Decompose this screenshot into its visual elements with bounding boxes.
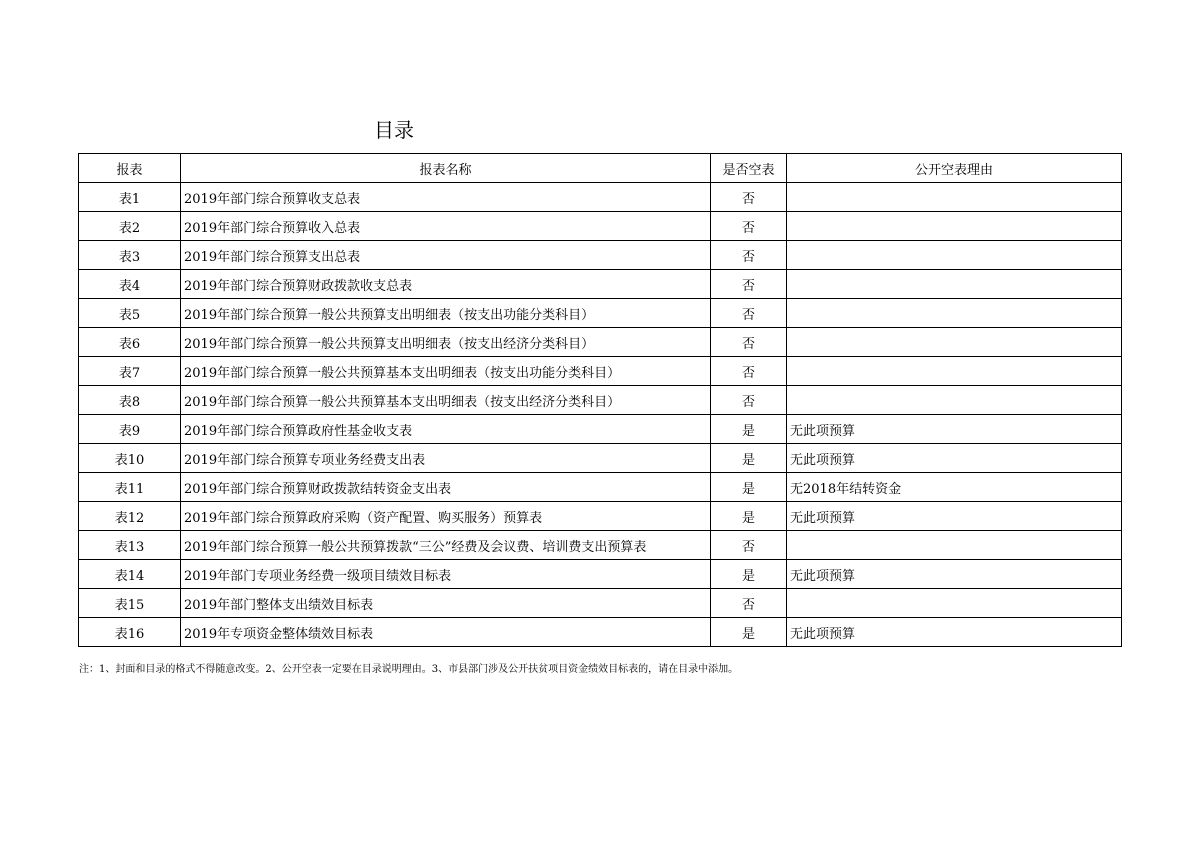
cell-empty-reason: 无此项预算 — [787, 560, 1122, 589]
cell-report-name: 2019年部门综合预算一般公共预算支出明细表（按支出经济分类科目） — [181, 328, 711, 357]
catalog-table — [78, 153, 1122, 647]
cell-is-empty: 是 — [711, 444, 787, 473]
cell-report-name: 2019年部门综合预算政府性基金收支表 — [181, 415, 711, 444]
cell-empty-reason — [787, 241, 1122, 270]
cell-report-no: 表13 — [79, 531, 181, 560]
table-row — [79, 531, 1122, 560]
table-row — [79, 299, 1122, 328]
cell-report-name: 2019年部门专项业务经费一级项目绩效目标表 — [181, 560, 711, 589]
cell-empty-reason — [787, 386, 1122, 415]
cell-report-no: 表16 — [79, 618, 181, 647]
cell-is-empty: 是 — [711, 502, 787, 531]
cell-report-no: 表11 — [79, 473, 181, 502]
cell-report-no: 表12 — [79, 502, 181, 531]
cell-report-no: 表1 — [79, 183, 181, 212]
cell-report-name: 2019年部门综合预算支出总表 — [181, 241, 711, 270]
cell-report-no: 表14 — [79, 560, 181, 589]
cell-report-name: 2019年部门综合预算一般公共预算基本支出明细表（按支出经济分类科目） — [181, 386, 711, 415]
table-row — [79, 589, 1122, 618]
cell-report-no: 表9 — [79, 415, 181, 444]
cell-empty-reason — [787, 328, 1122, 357]
cell-is-empty: 否 — [711, 241, 787, 270]
table-row — [79, 502, 1122, 531]
cell-report-no: 表8 — [79, 386, 181, 415]
cell-is-empty: 否 — [711, 386, 787, 415]
cell-is-empty: 否 — [711, 328, 787, 357]
cell-empty-reason — [787, 212, 1122, 241]
cell-is-empty: 否 — [711, 589, 787, 618]
table-row — [79, 473, 1122, 502]
cell-report-name: 2019年部门综合预算收支总表 — [181, 183, 711, 212]
header-empty-reason: 公开空表理由 — [787, 154, 1122, 183]
cell-report-name: 2019年专项资金整体绩效目标表 — [181, 618, 711, 647]
table-row — [79, 415, 1122, 444]
table-row — [79, 183, 1122, 212]
header-is-empty: 是否空表 — [711, 154, 787, 183]
table-row — [79, 328, 1122, 357]
table-row — [79, 357, 1122, 386]
cell-is-empty: 是 — [711, 473, 787, 502]
cell-empty-reason: 无此项预算 — [787, 415, 1122, 444]
cell-empty-reason — [787, 357, 1122, 386]
cell-empty-reason: 无此项预算 — [787, 444, 1122, 473]
cell-report-name: 2019年部门综合预算政府采购（资产配置、购买服务）预算表 — [181, 502, 711, 531]
cell-empty-reason — [787, 589, 1122, 618]
table-row — [79, 618, 1122, 647]
cell-report-name: 2019年部门综合预算财政拨款结转资金支出表 — [181, 473, 711, 502]
cell-is-empty: 是 — [711, 618, 787, 647]
page-title: 目录 — [374, 118, 414, 142]
cell-report-no: 表3 — [79, 241, 181, 270]
cell-report-name: 2019年部门综合预算财政拨款收支总表 — [181, 270, 711, 299]
cell-is-empty: 否 — [711, 299, 787, 328]
cell-report-name: 2019年部门整体支出绩效目标表 — [181, 589, 711, 618]
cell-report-no: 表5 — [79, 299, 181, 328]
table-row — [79, 212, 1122, 241]
table-row — [79, 241, 1122, 270]
cell-empty-reason: 无此项预算 — [787, 618, 1122, 647]
cell-is-empty: 是 — [711, 415, 787, 444]
cell-is-empty: 否 — [711, 212, 787, 241]
cell-report-no: 表7 — [79, 357, 181, 386]
cell-report-name: 2019年部门综合预算专项业务经费支出表 — [181, 444, 711, 473]
table-row — [79, 444, 1122, 473]
header-row — [79, 154, 1122, 183]
cell-report-name: 2019年部门综合预算一般公共预算拨款“三公”经费及会议费、培训费支出预算表 — [181, 531, 711, 560]
table-body — [79, 183, 1122, 647]
cell-report-no: 表10 — [79, 444, 181, 473]
header-report-name: 报表名称 — [181, 154, 711, 183]
cell-report-no: 表2 — [79, 212, 181, 241]
cell-report-no: 表4 — [79, 270, 181, 299]
table-row — [79, 386, 1122, 415]
cell-empty-reason — [787, 531, 1122, 560]
header-report-no: 报表 — [79, 154, 181, 183]
cell-is-empty: 否 — [711, 531, 787, 560]
cell-report-name: 2019年部门综合预算一般公共预算基本支出明细表（按支出功能分类科目） — [181, 357, 711, 386]
cell-is-empty: 否 — [711, 270, 787, 299]
cell-empty-reason: 无此项预算 — [787, 502, 1122, 531]
cell-empty-reason: 无2018年结转资金 — [787, 473, 1122, 502]
table-row — [79, 560, 1122, 589]
cell-is-empty: 否 — [711, 183, 787, 212]
cell-empty-reason — [787, 270, 1122, 299]
cell-report-no: 表6 — [79, 328, 181, 357]
footnote: 注：1、封面和目录的格式不得随意改变。2、公开空表一定要在目录说明理由。3、市县部门涉及公开扶贫项目资金绩效目标表的，请在目录中添加。 — [79, 664, 739, 675]
cell-report-name: 2019年部门综合预算一般公共预算支出明细表（按支出功能分类科目） — [181, 299, 711, 328]
cell-is-empty: 是 — [711, 560, 787, 589]
cell-empty-reason — [787, 183, 1122, 212]
cell-report-no: 表15 — [79, 589, 181, 618]
table-row — [79, 270, 1122, 299]
cell-report-name: 2019年部门综合预算收入总表 — [181, 212, 711, 241]
cell-empty-reason — [787, 299, 1122, 328]
cell-is-empty: 否 — [711, 357, 787, 386]
